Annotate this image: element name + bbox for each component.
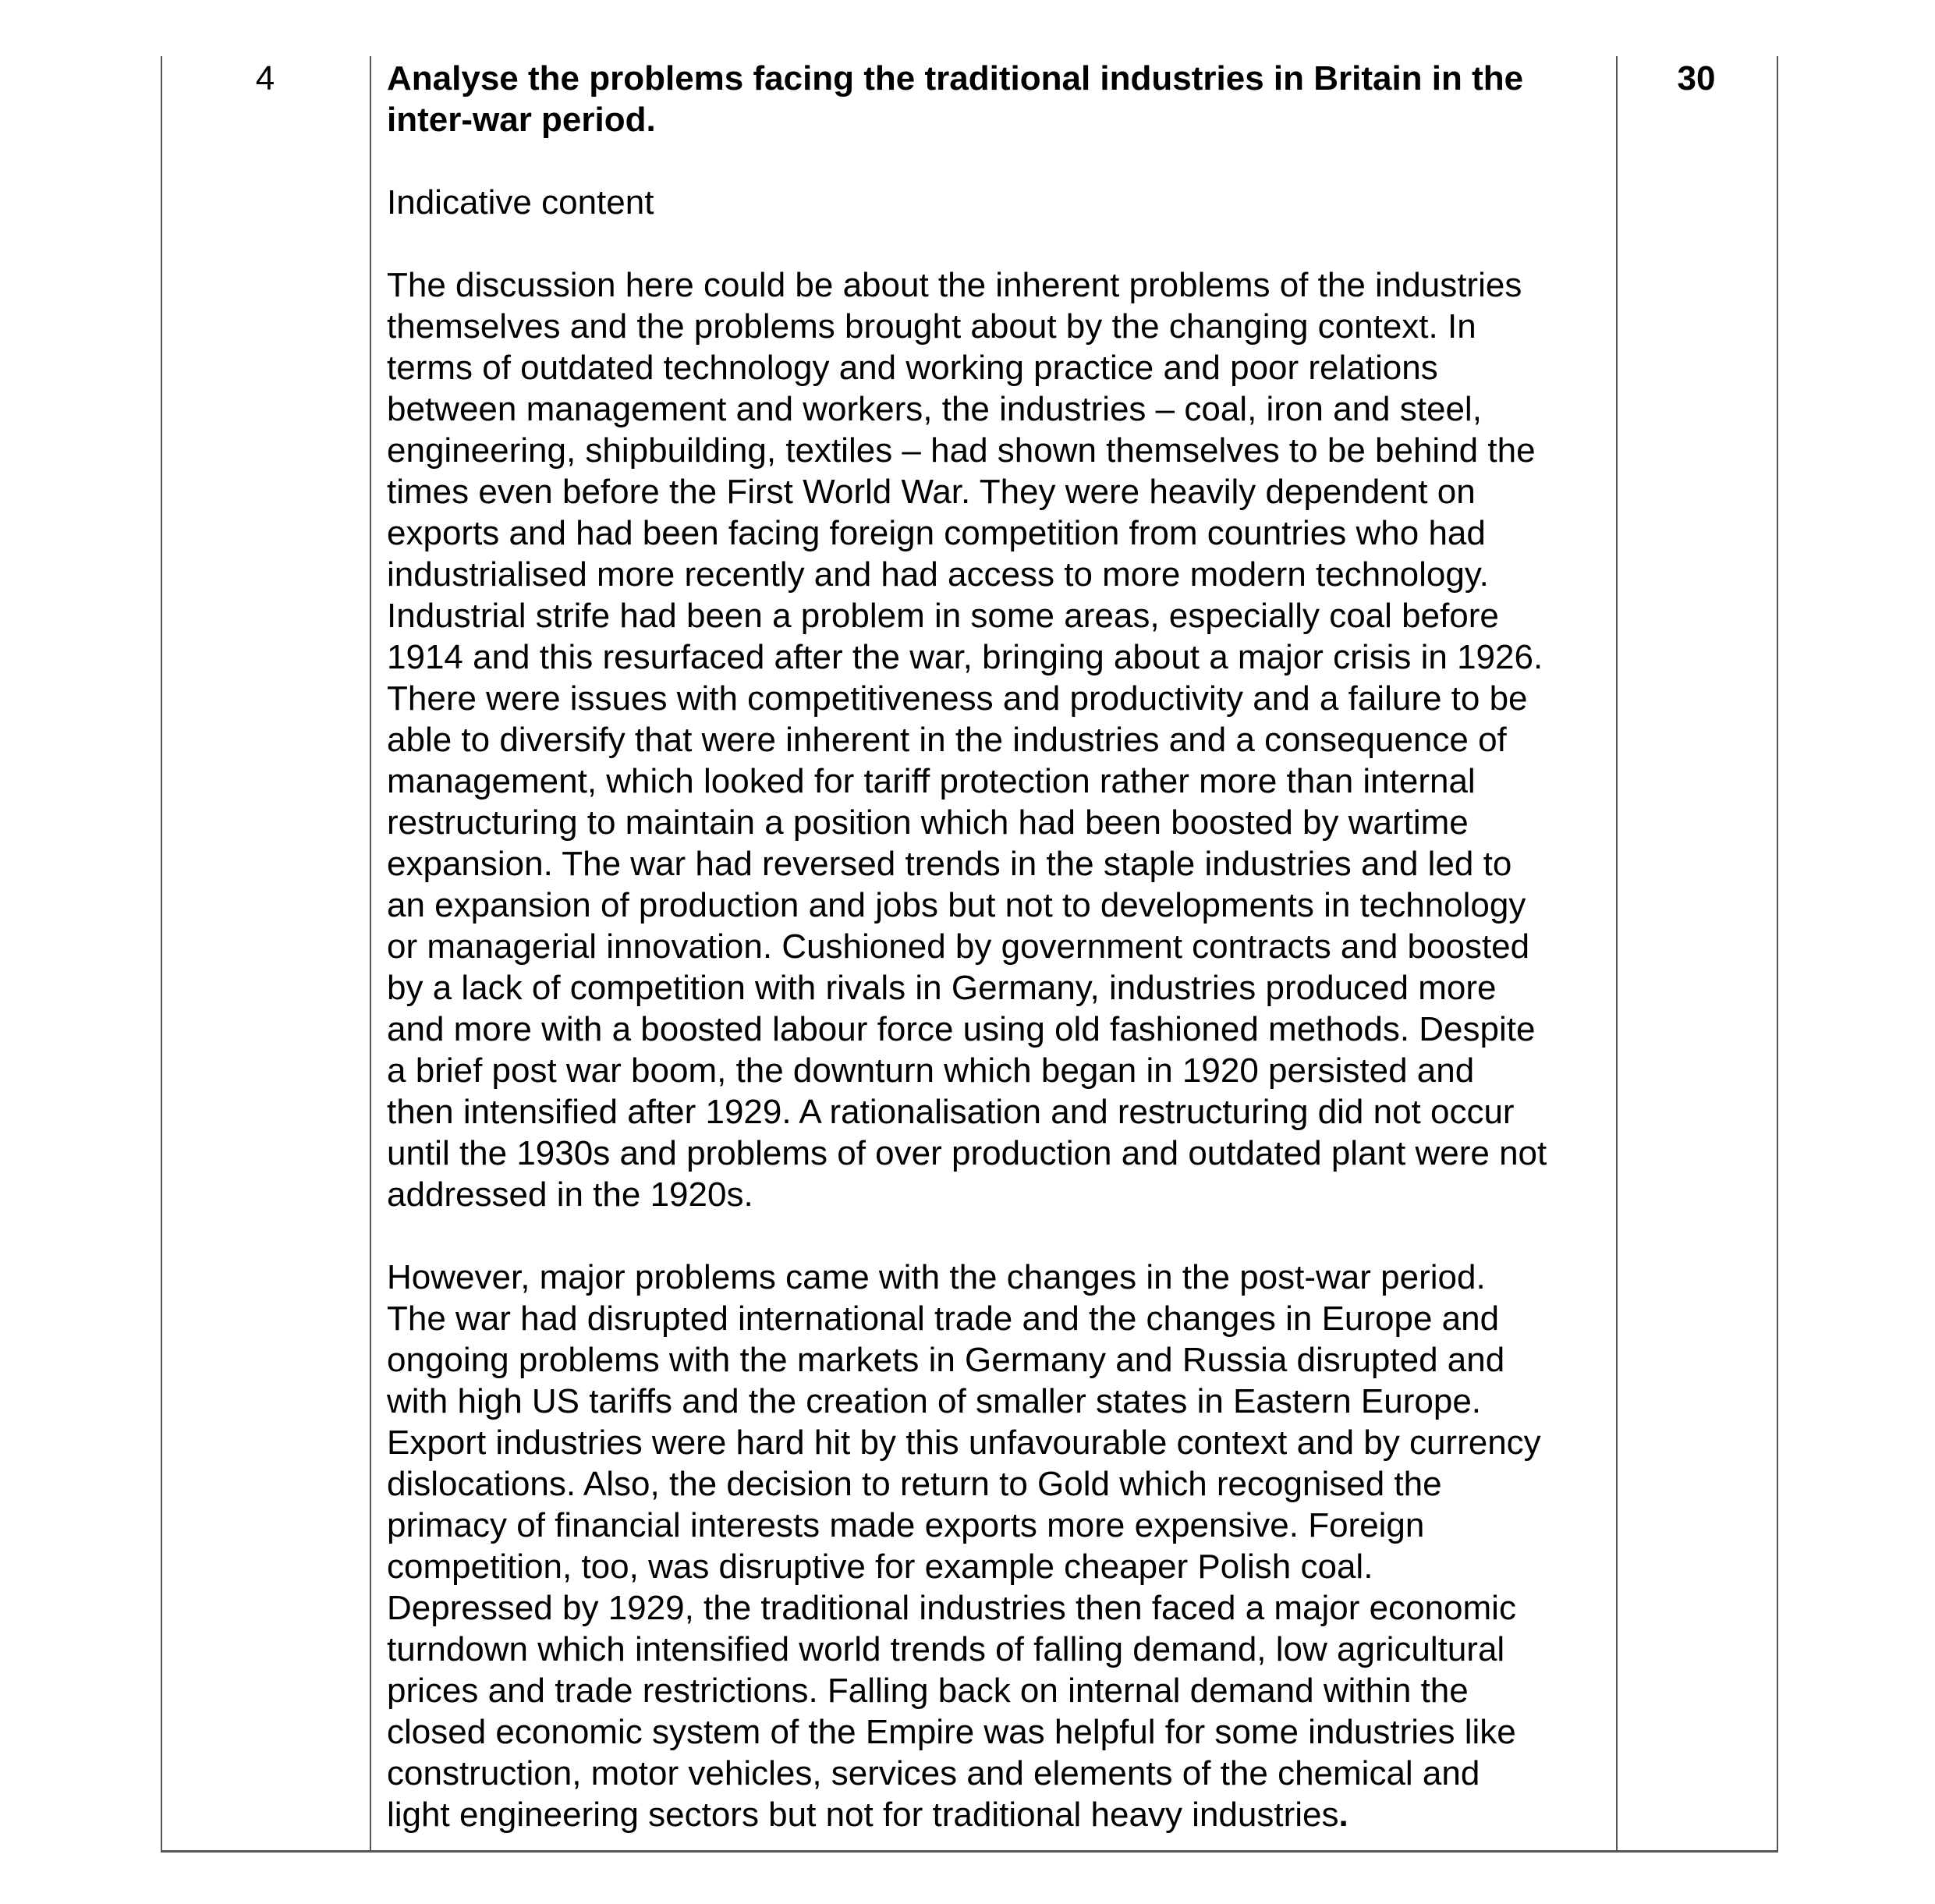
paragraph2-line: closed economic system of the Empire was helpful for some industries like	[387, 1713, 1516, 1751]
marks-value: 30	[1677, 59, 1716, 98]
paragraph1-line: exports and had been facing foreign competition from countries who had	[387, 514, 1486, 552]
question-line: Analyse the problems facing the traditional industries in Britain in the	[387, 59, 1524, 98]
final-bold-period: .	[1338, 1796, 1348, 1834]
paragraph-inherent-problems	[387, 264, 1604, 1215]
paragraph1-line: terms of outdated technology and working practice and poor relations	[387, 349, 1438, 387]
paragraph2-line: Depressed by 1929, the traditional industries then faced a major economic	[387, 1589, 1516, 1627]
paragraph1-line: industrialised more recently and had access to more modern technology.	[387, 555, 1489, 594]
question-text	[387, 58, 1604, 140]
paragraph1-line: The discussion here could be about the inherent problems of the industries	[387, 266, 1522, 304]
paragraph2-line: competition, too, was disruptive for example cheaper Polish coal.	[387, 1548, 1373, 1586]
paragraph1-line: then intensified after 1929. A rationalisation and restructuring did not occur	[387, 1093, 1515, 1131]
paragraph-post-war-changes	[387, 1257, 1604, 1835]
paragraph1-line: or managerial innovation. Cushioned by government contracts and boosted	[387, 927, 1530, 966]
paragraph2-line: turndown which intensified world trends of falling demand, low agricultural	[387, 1630, 1505, 1668]
paragraph1-line: engineering, shipbuilding, textiles – had shown themselves to be behind the	[387, 431, 1536, 470]
paragraph2-line: Export industries were hard hit by this unfavourable context and by currency	[387, 1424, 1541, 1462]
paragraph2-line: with high US tariffs and the creation of smaller states in Eastern Europe.	[387, 1382, 1482, 1420]
paragraph2-line: construction, motor vehicles, services and elements of the chemical and	[387, 1754, 1480, 1792]
paragraph1-line: 1914 and this resurfaced after the war, bringing about a major crisis in 1926.	[387, 638, 1543, 676]
paragraph2-line: However, major problems came with the changes in the post-war period.	[387, 1258, 1486, 1296]
paragraph2-line	[387, 1794, 1604, 1835]
paragraph1-line: by a lack of competition with rivals in Germany, industries produced more	[387, 969, 1497, 1007]
table-divider-number	[370, 56, 371, 1853]
paragraph1-line: a brief post war boom, the downturn which began in 1920 persisted and	[387, 1051, 1475, 1090]
paragraph1-line: Industrial strife had been a problem in some areas, especially coal before	[387, 597, 1499, 635]
paragraph1-line: There were issues with competitiveness and productivity and a failure to be	[387, 679, 1528, 718]
paragraph1-line: able to diversify that were inherent in the industries and a consequence of	[387, 721, 1507, 759]
table-divider-marks	[1616, 56, 1618, 1853]
question-content	[387, 58, 1604, 1835]
paragraph1-line: between management and workers, the industries – coal, iron and steel,	[387, 390, 1482, 428]
paragraph1-line: expansion. The war had reversed trends in the staple industries and led to	[387, 845, 1512, 883]
paragraph2-line: prices and trade restrictions. Falling back on internal demand within the	[387, 1672, 1469, 1710]
table-border-right	[1777, 56, 1778, 1853]
question-number: 4	[255, 59, 275, 98]
paragraph2-line: ongoing problems with the markets in Germany and Russia disrupted and	[387, 1341, 1505, 1379]
paragraph2-last-line-text: light engineering sectors but not for traditional heavy industries	[387, 1796, 1339, 1834]
paragraph1-line: restructuring to maintain a position which had been boosted by wartime	[387, 803, 1469, 842]
paragraph1-line: times even before the First World War. They were heavily dependent on	[387, 473, 1476, 511]
paragraph1-line: and more with a boosted labour force using old fashioned methods. Despite	[387, 1010, 1536, 1048]
paragraph1-line: management, which looked for tariff protection rather more than internal	[387, 762, 1476, 800]
paragraph1-line: until the 1930s and problems of over production and outdated plant were not	[387, 1134, 1547, 1172]
indicative-content-heading: Indicative content	[387, 183, 654, 222]
question-line: inter-war period.	[387, 101, 656, 139]
paragraph2-line: The war had disrupted international trade and the changes in Europe and	[387, 1299, 1500, 1338]
paragraph2-line: primacy of financial interests made exports more expensive. Foreign	[387, 1506, 1425, 1544]
paragraph2-line: dislocations. Also, the decision to return to Gold which recognised the	[387, 1465, 1442, 1503]
paragraph1-line: an expansion of production and jobs but not to developments in technology	[387, 886, 1526, 924]
mark-scheme-table	[161, 56, 1777, 1853]
paragraph1-line: themselves and the problems brought about by the changing context. In	[387, 307, 1476, 346]
paragraph1-line: addressed in the 1920s.	[387, 1175, 753, 1214]
table-border-left	[161, 56, 162, 1853]
